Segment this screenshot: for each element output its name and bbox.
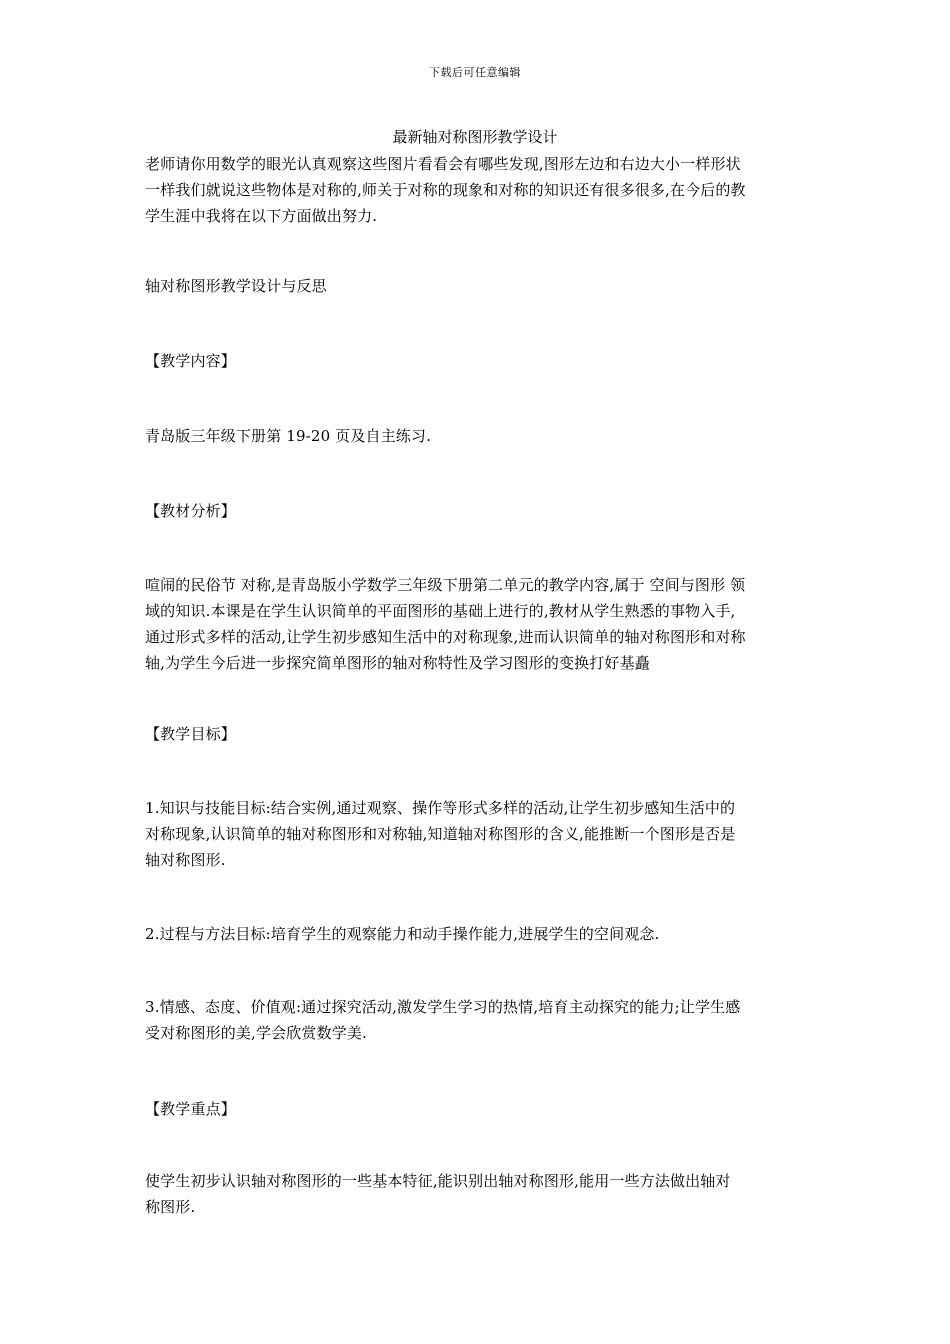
text-line: 域的知识.本课是在学生认识简单的平面图形的基础上进行的,教材从学生熟悉的事物入手, [145,602,736,620]
text-line: 学生涯中我将在以下方面做出努力. [145,207,378,225]
text-line: 3.情感、态度、价值观:通过探究活动,激发学生学习的热情,培育主动探究的能力;让学生感 [145,998,741,1016]
text-line: 【教材分析】 [145,502,236,520]
material-analysis-paragraph [145,572,807,676]
heading-teaching-goals [145,721,807,747]
heading-material-analysis [145,498,807,524]
text-line: 轴对称图形教学设计与反思 [145,277,327,295]
text-line: 轴对称图形. [145,851,226,869]
text-line: 老师请你用数学的眼光认真观察这些图片看看会有哪些发现,图形左边和右边大小一样形状 [145,155,741,173]
text-line: 一样我们就说这些物体是对称的,师关于对称的现象和对称的知识还有很多很多,在今后的教 [145,181,746,199]
text-line: 轴,为学生今后进一步探究简单图形的轴对称特性及学习图形的变换打好基矗 [145,654,650,672]
text-line: 2.过程与方法目标:培育学生的观察能力和动手操作能力,进展学生的空间观念. [145,925,660,943]
text-line: 【教学重点】 [145,1100,236,1118]
text-line: 【教学内容】 [145,352,236,370]
text-line: 使学生初步认识轴对称图形的一些基本特征,能识别出轴对称图形,能用一些方法做出轴对 [145,1172,731,1190]
goal-knowledge-paragraph [145,795,807,873]
text-line: 对称现象,认识简单的轴对称图形和对称轴,知道轴对称图形的含义,能推断一个图形是否是 [145,825,736,843]
key-points-paragraph [145,1168,807,1220]
page-header: 下载后可任意编辑 [429,66,521,79]
heading-teaching-content [145,348,807,374]
text-line: 1.知识与技能目标:结合实例,通过观察、操作等形式多样的活动,让学生初步感知生活中的 [145,799,736,817]
text-line: 【教学目标】 [145,725,236,743]
text-line: 受对称图形的美,学会欣赏数学美. [145,1024,367,1042]
text-line: 青岛版三年级下册第 19-20 页及自主练习. [145,427,431,445]
teaching-content-paragraph [145,423,807,449]
heading-teaching-key-points [145,1096,807,1122]
document-title: 最新轴对称图形教学设计 [392,128,558,146]
goal-process-paragraph [145,921,807,947]
section-subtitle [145,273,807,299]
text-line: 称图形. [145,1198,196,1216]
text-line: 通过形式多样的活动,让学生初步感知生活中的对称现象,进而认识简单的轴对称图形和对称 [145,628,746,646]
goal-emotion-paragraph [145,994,807,1046]
text-line: 喧闹的民俗节 对称,是青岛版小学数学三年级下册第二单元的教学内容,属于 空间与图形 领 [145,576,746,594]
intro-paragraph [145,151,807,229]
